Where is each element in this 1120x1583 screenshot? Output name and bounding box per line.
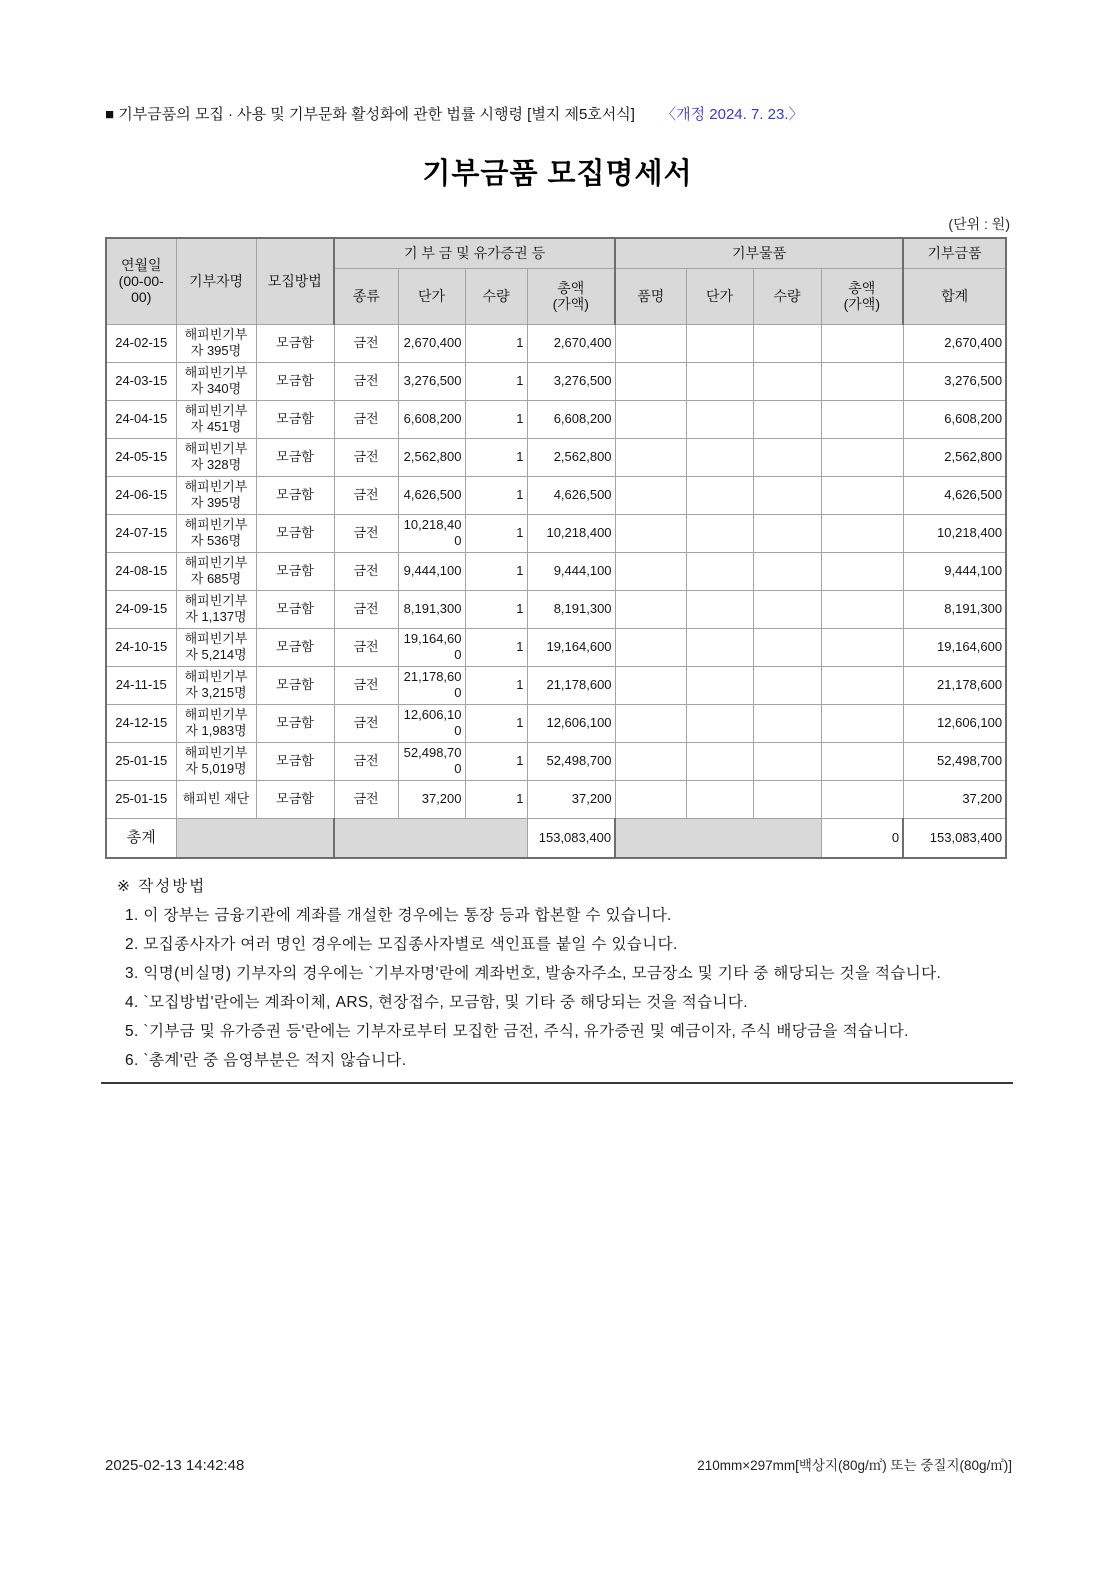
cell-amount: 19,164,600 (527, 628, 615, 666)
cell-kind: 금전 (334, 628, 398, 666)
cell-item-price (686, 324, 753, 362)
cell-item (615, 704, 686, 742)
cell-qty: 1 (465, 590, 527, 628)
print-timestamp: 2025-02-13 14:42:48 (105, 1457, 245, 1474)
cell-item-qty (753, 742, 821, 780)
cell-item (615, 514, 686, 552)
table-row (106, 438, 1006, 476)
cell-qty: 1 (465, 476, 527, 514)
cell-item-price (686, 514, 753, 552)
col-header-item-amount-line1: 총액 (848, 280, 876, 296)
table-row (106, 780, 1006, 818)
total-goods-amount: 0 (821, 818, 903, 858)
table-body (106, 324, 1006, 858)
cell-date: 24-05-15 (106, 438, 176, 476)
cell-item-amount (821, 514, 903, 552)
cell-amount: 8,191,300 (527, 590, 615, 628)
cell-qty: 1 (465, 362, 527, 400)
cell-amount: 9,444,100 (527, 552, 615, 590)
col-header-donor: 기부자명 (176, 238, 256, 324)
cell-qty: 1 (465, 742, 527, 780)
col-header-item-amount-line2: (가액) (843, 296, 880, 312)
cell-method: 모금함 (256, 362, 334, 400)
cell-amount: 2,670,400 (527, 324, 615, 362)
cell-kind: 금전 (334, 742, 398, 780)
total-shaded-donor-method (176, 818, 334, 858)
cell-item (615, 780, 686, 818)
cell-sum: 37,200 (903, 780, 1006, 818)
cell-qty: 1 (465, 324, 527, 362)
col-header-kind: 종류 (334, 268, 398, 324)
cell-sum: 2,670,400 (903, 324, 1006, 362)
cell-date: 24-12-15 (106, 704, 176, 742)
cell-sum: 8,191,300 (903, 590, 1006, 628)
cell-method: 모금함 (256, 476, 334, 514)
cell-sum: 10,218,400 (903, 514, 1006, 552)
cell-item-qty (753, 666, 821, 704)
cell-method: 모금함 (256, 324, 334, 362)
cell-amount: 10,218,400 (527, 514, 615, 552)
cell-item (615, 476, 686, 514)
cell-item-price (686, 400, 753, 438)
cell-unit-price: 52,498,700 (398, 742, 465, 780)
table-row (106, 742, 1006, 780)
cell-item-price (686, 666, 753, 704)
col-header-item-amount (821, 268, 903, 324)
cell-method: 모금함 (256, 590, 334, 628)
cell-item-qty (753, 324, 821, 362)
form-notice: ■ 기부금품의 모집 · 사용 및 기부문화 활성화에 관한 법률 시행령 [별지 제5호서식] (105, 106, 635, 123)
total-label: 총계 (106, 818, 176, 858)
cell-donor: 해피빈기부자 395명 (176, 476, 256, 514)
cell-donor: 해피빈기부자 395명 (176, 324, 256, 362)
group-header-money: 기 부 금 및 유가증권 등 (334, 238, 615, 268)
cell-method: 모금함 (256, 514, 334, 552)
table-row (106, 514, 1006, 552)
page-title: 기부금품 모집명세서 (422, 158, 693, 190)
cell-sum: 4,626,500 (903, 476, 1006, 514)
cell-item (615, 362, 686, 400)
cell-kind: 금전 (334, 552, 398, 590)
cell-item (615, 590, 686, 628)
cell-donor: 해피빈기부자 328명 (176, 438, 256, 476)
col-header-item-qty: 수량 (753, 268, 821, 324)
cell-unit-price: 37,200 (398, 780, 465, 818)
cell-sum: 9,444,100 (903, 552, 1006, 590)
cell-qty: 1 (465, 552, 527, 590)
cell-unit-price: 2,670,400 (398, 324, 465, 362)
cell-date: 24-09-15 (106, 590, 176, 628)
total-shaded-goods (615, 818, 821, 858)
cell-kind: 금전 (334, 476, 398, 514)
table-row (106, 590, 1006, 628)
cell-item (615, 324, 686, 362)
cell-kind: 금전 (334, 704, 398, 742)
cell-item-qty (753, 438, 821, 476)
paper-spec: 210mm×297mm[백상지(80g/㎡) 또는 중질지(80g/㎡)] (697, 1458, 1012, 1473)
cell-sum: 19,164,600 (903, 628, 1006, 666)
cell-item-amount (821, 552, 903, 590)
cell-donor: 해피빈기부자 340명 (176, 362, 256, 400)
table-row (106, 628, 1006, 666)
cell-item-qty (753, 628, 821, 666)
cell-item-price (686, 590, 753, 628)
cell-item-amount (821, 400, 903, 438)
cell-item-qty (753, 400, 821, 438)
cell-kind: 금전 (334, 362, 398, 400)
cell-item-amount (821, 324, 903, 362)
page-footer (105, 1454, 1012, 1474)
cell-amount: 6,608,200 (527, 400, 615, 438)
cell-method: 모금함 (256, 552, 334, 590)
cell-item-amount (821, 666, 903, 704)
group-header-goods: 기부물품 (615, 238, 903, 268)
cell-kind: 금전 (334, 590, 398, 628)
cell-item-price (686, 780, 753, 818)
cell-item-qty (753, 362, 821, 400)
cell-item-amount (821, 742, 903, 780)
cell-donor: 해피빈기부자 451명 (176, 400, 256, 438)
cell-unit-price: 21,178,600 (398, 666, 465, 704)
cell-sum: 2,562,800 (903, 438, 1006, 476)
cell-item (615, 628, 686, 666)
cell-date: 24-04-15 (106, 400, 176, 438)
col-header-qty: 수량 (465, 268, 527, 324)
table-row (106, 666, 1006, 704)
cell-item-price (686, 476, 753, 514)
cell-item-amount (821, 628, 903, 666)
cell-item-amount (821, 438, 903, 476)
cell-unit-price: 6,608,200 (398, 400, 465, 438)
cell-item (615, 438, 686, 476)
cell-qty: 1 (465, 704, 527, 742)
cell-qty: 1 (465, 666, 527, 704)
cell-method: 모금함 (256, 780, 334, 818)
cell-item-amount (821, 780, 903, 818)
cell-donor: 해피빈 재단 (176, 780, 256, 818)
cell-qty: 1 (465, 514, 527, 552)
col-header-amount-line2: (가액) (552, 296, 589, 312)
col-header-unit-price: 단가 (398, 268, 465, 324)
table-row (106, 400, 1006, 438)
note-item: 3. 익명(비실명) 기부자의 경우에는 `기부자명'란에 계좌번호, 발송자주소, 모금장소 및 기타 중 해당되는 것을 적습니다. (125, 965, 942, 982)
cell-item-qty (753, 590, 821, 628)
col-header-amount-line1: 총액 (557, 280, 585, 296)
cell-item-price (686, 362, 753, 400)
cell-sum: 52,498,700 (903, 742, 1006, 780)
cell-amount: 4,626,500 (527, 476, 615, 514)
total-shaded-money (334, 818, 527, 858)
cell-date: 24-11-15 (106, 666, 176, 704)
cell-sum: 12,606,100 (903, 704, 1006, 742)
cell-amount: 52,498,700 (527, 742, 615, 780)
cell-method: 모금함 (256, 400, 334, 438)
unit-label: (단위 : 원) (948, 216, 1010, 232)
cell-kind: 금전 (334, 514, 398, 552)
cell-qty: 1 (465, 628, 527, 666)
cell-donor: 해피빈기부자 5,214명 (176, 628, 256, 666)
cell-item-price (686, 552, 753, 590)
cell-item-qty (753, 476, 821, 514)
col-header-date (106, 238, 176, 324)
total-row (106, 818, 1006, 858)
cell-unit-price: 9,444,100 (398, 552, 465, 590)
cell-amount: 21,178,600 (527, 666, 615, 704)
col-header-date-line2: (00-00-00) (118, 273, 164, 306)
note-item: 2. 모집종사자가 여러 명인 경우에는 모집종사자별로 색인표를 붙일 수 있습니다. (125, 936, 678, 953)
cell-kind: 금전 (334, 324, 398, 362)
form-notice-row (105, 103, 1010, 124)
revision-note: 〈개정 2024. 7. 23.〉 (661, 106, 804, 123)
cell-item-qty (753, 514, 821, 552)
cell-sum: 6,608,200 (903, 400, 1006, 438)
cell-date: 25-01-15 (106, 780, 176, 818)
cell-kind: 금전 (334, 780, 398, 818)
col-header-date-line1: 연월일 (120, 257, 162, 274)
cell-item-price (686, 628, 753, 666)
cell-item-amount (821, 590, 903, 628)
cell-date: 25-01-15 (106, 742, 176, 780)
notes-section (105, 874, 1010, 1070)
cell-item-qty (753, 552, 821, 590)
cell-amount: 3,276,500 (527, 362, 615, 400)
cell-unit-price: 19,164,600 (398, 628, 465, 666)
cell-date: 24-07-15 (106, 514, 176, 552)
cell-unit-price: 2,562,800 (398, 438, 465, 476)
group-header-grand: 기부금품 (903, 238, 1006, 268)
cell-date: 24-06-15 (106, 476, 176, 514)
table-row (106, 704, 1006, 742)
cell-item-price (686, 742, 753, 780)
cell-kind: 금전 (334, 438, 398, 476)
cell-qty: 1 (465, 438, 527, 476)
cell-kind: 금전 (334, 400, 398, 438)
cell-date: 24-10-15 (106, 628, 176, 666)
notes-list (105, 906, 1010, 1070)
cell-unit-price: 8,191,300 (398, 590, 465, 628)
cell-item-amount (821, 704, 903, 742)
cell-amount: 2,562,800 (527, 438, 615, 476)
col-header-method: 모집방법 (256, 238, 334, 324)
cell-donor: 해피빈기부자 1,983명 (176, 704, 256, 742)
col-header-item-unit-price: 단가 (686, 268, 753, 324)
total-money-amount: 153,083,400 (527, 818, 615, 858)
cell-sum: 21,178,600 (903, 666, 1006, 704)
cell-sum: 3,276,500 (903, 362, 1006, 400)
cell-method: 모금함 (256, 704, 334, 742)
cell-donor: 해피빈기부자 5,019명 (176, 742, 256, 780)
cell-date: 24-03-15 (106, 362, 176, 400)
cell-method: 모금함 (256, 742, 334, 780)
note-item: 5. `기부금 및 유가증권 등'란에는 기부자로부터 모집한 금전, 주식, 유가증권 및 예금이자, 주식 배당금을 적습니다. (125, 1023, 909, 1040)
total-sum: 153,083,400 (903, 818, 1006, 858)
cell-method: 모금함 (256, 666, 334, 704)
col-header-item-name: 품명 (615, 268, 686, 324)
cell-date: 24-02-15 (106, 324, 176, 362)
cell-kind: 금전 (334, 666, 398, 704)
cell-amount: 37,200 (527, 780, 615, 818)
cell-qty: 1 (465, 400, 527, 438)
form-bottom-rule (101, 1082, 1013, 1084)
cell-donor: 해피빈기부자 1,137명 (176, 590, 256, 628)
cell-item (615, 400, 686, 438)
cell-donor: 해피빈기부자 3,215명 (176, 666, 256, 704)
table-row (106, 476, 1006, 514)
cell-item-amount (821, 362, 903, 400)
cell-method: 모금함 (256, 438, 334, 476)
table-row (106, 552, 1006, 590)
notes-title: ※ 작성방법 (117, 878, 207, 895)
cell-method: 모금함 (256, 628, 334, 666)
cell-unit-price: 4,626,500 (398, 476, 465, 514)
col-header-amount (527, 268, 615, 324)
cell-amount: 12,606,100 (527, 704, 615, 742)
cell-unit-price: 12,606,100 (398, 704, 465, 742)
cell-unit-price: 10,218,400 (398, 514, 465, 552)
note-item: 4. `모집방법'란에는 계좌이체, ARS, 현장접수, 모금함, 및 기타 중 해당되는 것을 적습니다. (125, 994, 748, 1011)
cell-qty: 1 (465, 780, 527, 818)
cell-item-qty (753, 704, 821, 742)
cell-item (615, 742, 686, 780)
note-item: 6. `총계'란 중 음영부분은 적지 않습니다. (125, 1052, 407, 1069)
cell-item (615, 666, 686, 704)
table-row (106, 324, 1006, 362)
donation-table (105, 237, 1007, 859)
table-row (106, 362, 1006, 400)
col-header-sum: 합계 (903, 268, 1006, 324)
cell-item (615, 552, 686, 590)
cell-item-price (686, 704, 753, 742)
cell-donor: 해피빈기부자 536명 (176, 514, 256, 552)
cell-unit-price: 3,276,500 (398, 362, 465, 400)
cell-donor: 해피빈기부자 685명 (176, 552, 256, 590)
note-item: 1. 이 장부는 금융기관에 계좌를 개설한 경우에는 통장 등과 합본할 수 있습니다. (125, 907, 672, 924)
cell-date: 24-08-15 (106, 552, 176, 590)
cell-item-amount (821, 476, 903, 514)
cell-item-qty (753, 780, 821, 818)
cell-item-price (686, 438, 753, 476)
